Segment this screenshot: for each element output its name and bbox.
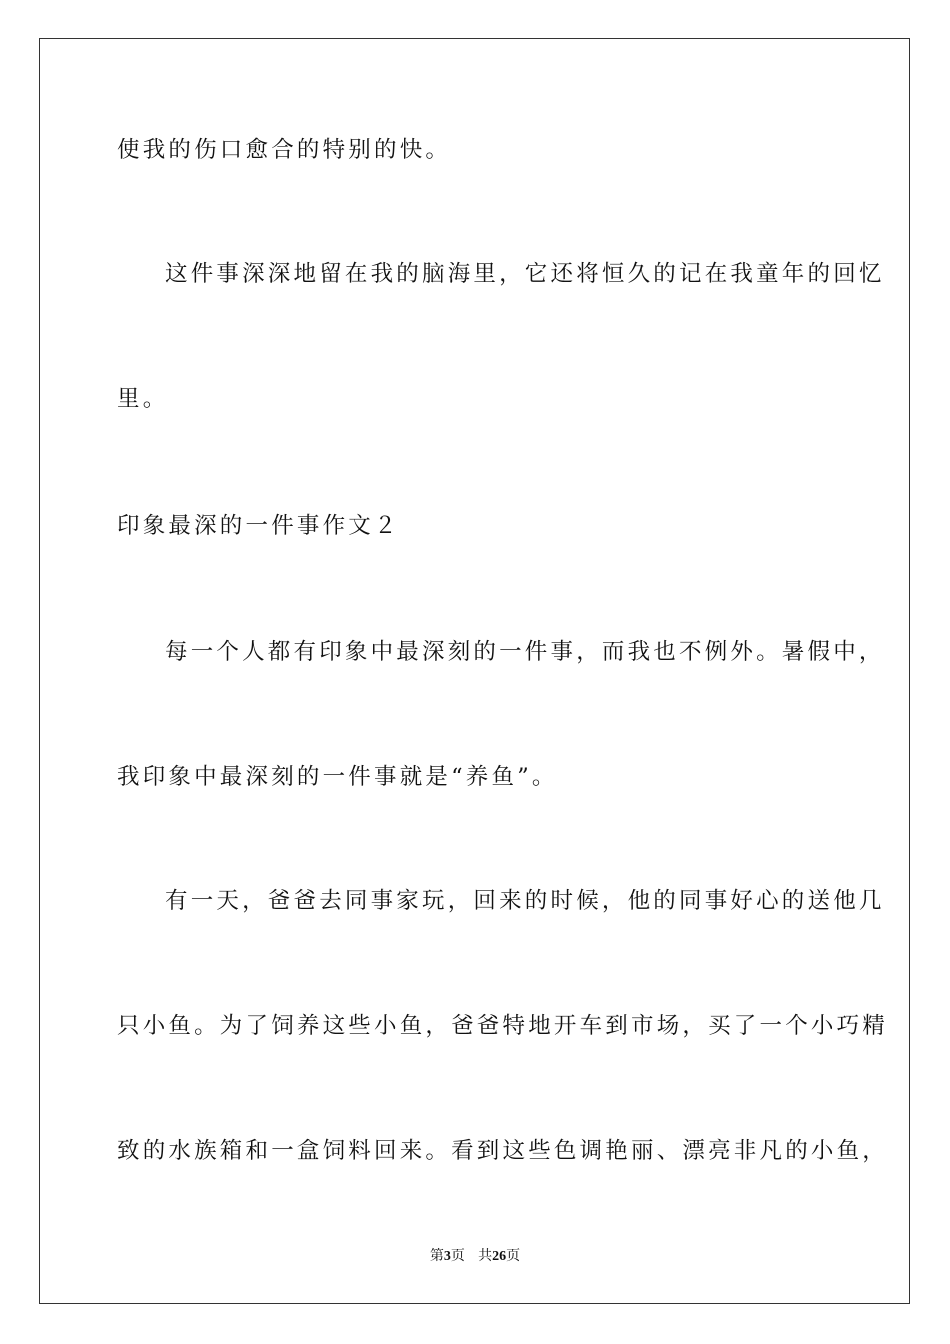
footer-page-prefix: 第 <box>429 1248 444 1264</box>
footer-total-suffix: 页 <box>506 1248 521 1264</box>
footer-page-number: 3 <box>443 1249 451 1264</box>
text-line-5: 每一个人都有印象中最深刻的一件事，而我也不例外。暑假中， <box>165 639 885 665</box>
section-heading: 印象最深的一件事作文２ <box>117 513 400 539</box>
text-line-7: 有一天，爸爸去同事家玩，回来的时候，他的同事好心的送他几 <box>165 888 885 914</box>
footer-total-pages: 26 <box>492 1249 507 1264</box>
text-line-6: 我印象中最深刻的一件事就是“养鱼”。 <box>117 764 558 790</box>
text-line-3: 里。 <box>117 386 169 412</box>
footer-page-suffix: 页 <box>450 1248 465 1264</box>
text-line-8: 只小鱼。为了饲养这些小鱼，爸爸特地开车到市场，买了一个小巧精 <box>117 1013 889 1039</box>
page-footer <box>0 1246 950 1267</box>
text-line-2: 这件事深深地留在我的脑海里，它还将恒久的记在我童年的回忆 <box>165 261 885 287</box>
footer-total-prefix: 共 <box>478 1248 493 1264</box>
text-line-1: 使我的伤口愈合的特别的快。 <box>117 137 452 163</box>
text-line-9: 致的水族箱和一盒饲料回来。看到这些色调艳丽、漂亮非凡的小鱼， <box>117 1138 889 1164</box>
page-border <box>39 38 910 1304</box>
